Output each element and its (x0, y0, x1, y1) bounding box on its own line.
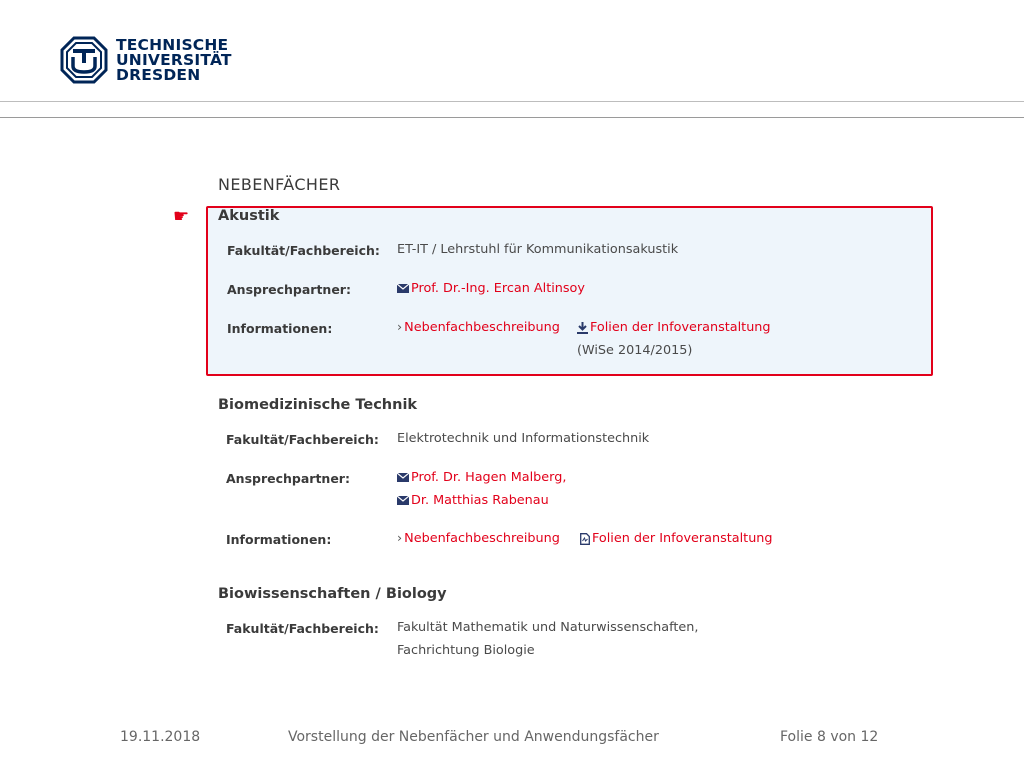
faculty-label: Fakultät/Fachbereich: (227, 243, 380, 258)
footer-page-number: Folie 8 von 12 (780, 729, 879, 745)
info-label: Informationen: (227, 321, 333, 336)
contact-name[interactable]: Prof. Dr. Hagen Malberg, (411, 470, 567, 485)
info-link-slides[interactable] (580, 528, 773, 550)
contact-name[interactable]: Dr. Matthias Rabenau (411, 493, 549, 508)
envelope-icon (397, 284, 409, 293)
faculty-value: Fakultät Mathematik und Naturwissenschaften, (397, 620, 699, 635)
contact-label: Ansprechpartner: (226, 471, 350, 486)
entry-biomedizinische-technik (218, 397, 933, 557)
contact-label: Ansprechpartner: (227, 282, 351, 297)
faculty-value: ET-IT / Lehrstuhl für Kommunikationsakustik (397, 242, 679, 257)
faculty-value: Elektrotechnik und Informationstechnik (397, 431, 650, 446)
contact-name[interactable]: Prof. Dr.-Ing. Ercan Altinsoy (411, 281, 585, 296)
entry-title: Biowissenschaften / Biology (218, 586, 447, 602)
header-divider-top (0, 101, 1024, 102)
contact-link-1[interactable] (397, 467, 566, 489)
faculty-label: Fakultät/Fachbereich: (226, 621, 379, 636)
logo-line-2: UNIVERSITÄT (116, 50, 232, 69)
pdf-file-icon (580, 533, 590, 545)
info-note: (WiSe 2014/2015) (577, 343, 693, 358)
info-link-description[interactable] (397, 317, 560, 339)
contact-link[interactable] (397, 278, 585, 300)
faculty-value-line-2: Fachrichtung Biologie (397, 643, 535, 658)
description-link-text[interactable]: Nebenfachbeschreibung (404, 531, 560, 546)
download-icon (577, 322, 588, 334)
tu-dresden-logo (60, 36, 232, 84)
slides-link-text[interactable]: Folien der Infoveranstaltung (590, 320, 771, 335)
entry-biowissenschaften (218, 586, 933, 661)
info-link-description[interactable] (397, 528, 560, 550)
faculty-label: Fakultät/Fachbereich: (226, 432, 379, 447)
description-link-text[interactable]: Nebenfachbeschreibung (404, 320, 560, 335)
envelope-icon (397, 473, 409, 482)
chevron-right-icon: › (397, 320, 403, 335)
entry-akustik (206, 206, 933, 376)
logo-wordmark (116, 35, 232, 84)
section-heading: NEBENFÄCHER (218, 175, 341, 194)
entry-title: Biomedizinische Technik (218, 397, 418, 413)
chevron-right-icon: › (397, 531, 403, 546)
logo-line-3: DRESDEN (116, 65, 201, 84)
pointing-hand-icon: ☛ (173, 206, 190, 227)
contact-link-2[interactable] (397, 490, 549, 512)
logo-line-1: TECHNISCHE (116, 35, 229, 54)
envelope-icon (397, 496, 409, 505)
slides-link-text[interactable]: Folien der Infoveranstaltung (592, 531, 773, 546)
entry-title: Akustik (218, 208, 280, 224)
footer-title: Vorstellung der Nebenfächer und Anwendungsfächer (288, 729, 659, 745)
header-divider-bottom (0, 117, 1024, 118)
footer-date: 19.11.2018 (120, 729, 201, 745)
tu-dresden-emblem-icon (60, 36, 108, 84)
info-link-slides[interactable] (577, 317, 771, 339)
info-label: Informationen: (226, 532, 332, 547)
